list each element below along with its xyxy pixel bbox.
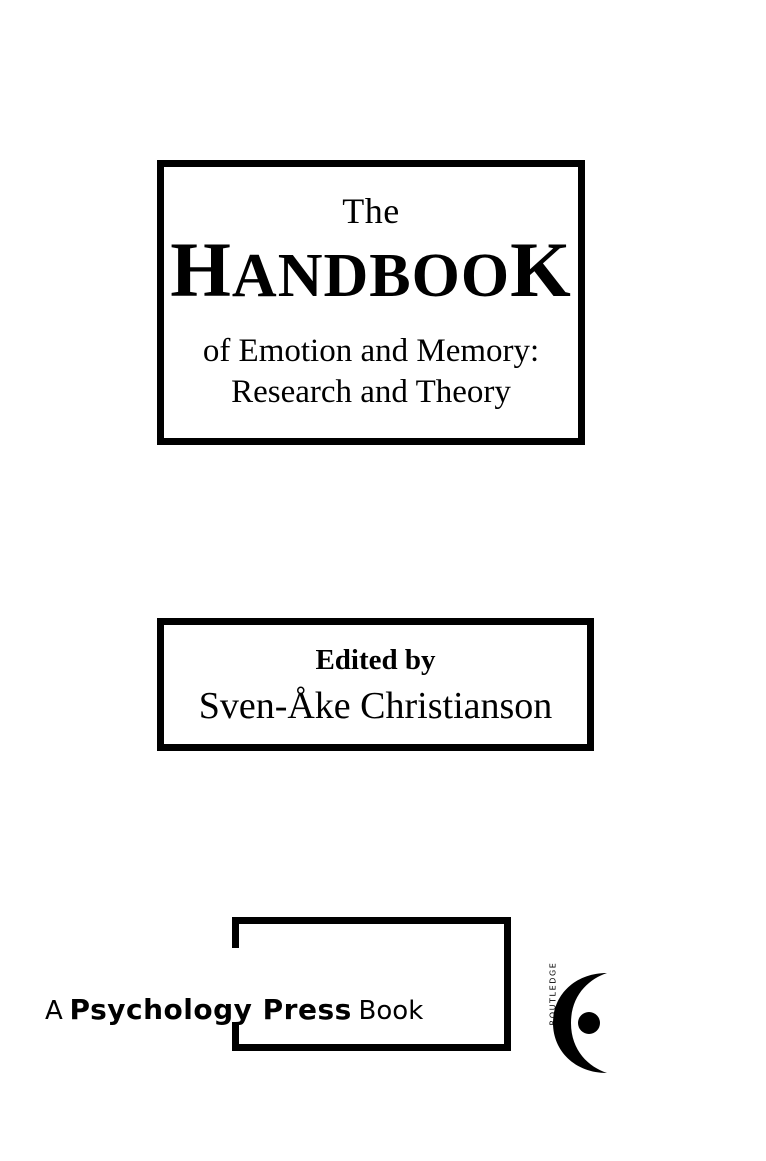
title-block-text	[164, 193, 578, 414]
editor-block	[157, 618, 594, 751]
imprint-brand: Psychology Press	[69, 993, 352, 1026]
title-handbook-initial: H	[170, 226, 232, 313]
title-subtitle-line-1: of Emotion and Memory:	[202, 333, 540, 369]
title-handbook-middle: ANDBOO	[231, 242, 511, 310]
title-block	[157, 160, 585, 445]
editor-block-text	[164, 643, 587, 729]
editor-name: Sven-Åke Christianson	[198, 684, 553, 727]
imprint-article: A	[45, 996, 63, 1026]
title-subtitle-line-2: Research and Theory	[231, 374, 511, 411]
title-line-the: The	[342, 191, 400, 231]
imprint-suffix: Book	[358, 996, 424, 1026]
title-line-handbook	[164, 226, 578, 313]
edited-by-label: Edited by	[315, 644, 436, 676]
publisher-frame	[232, 917, 511, 1051]
publisher-logo	[521, 961, 611, 1079]
imprint-line	[45, 995, 423, 1026]
title-handbook-final: K	[510, 226, 572, 313]
routledge-wordmark: ROUTLEDGE	[548, 961, 558, 1026]
